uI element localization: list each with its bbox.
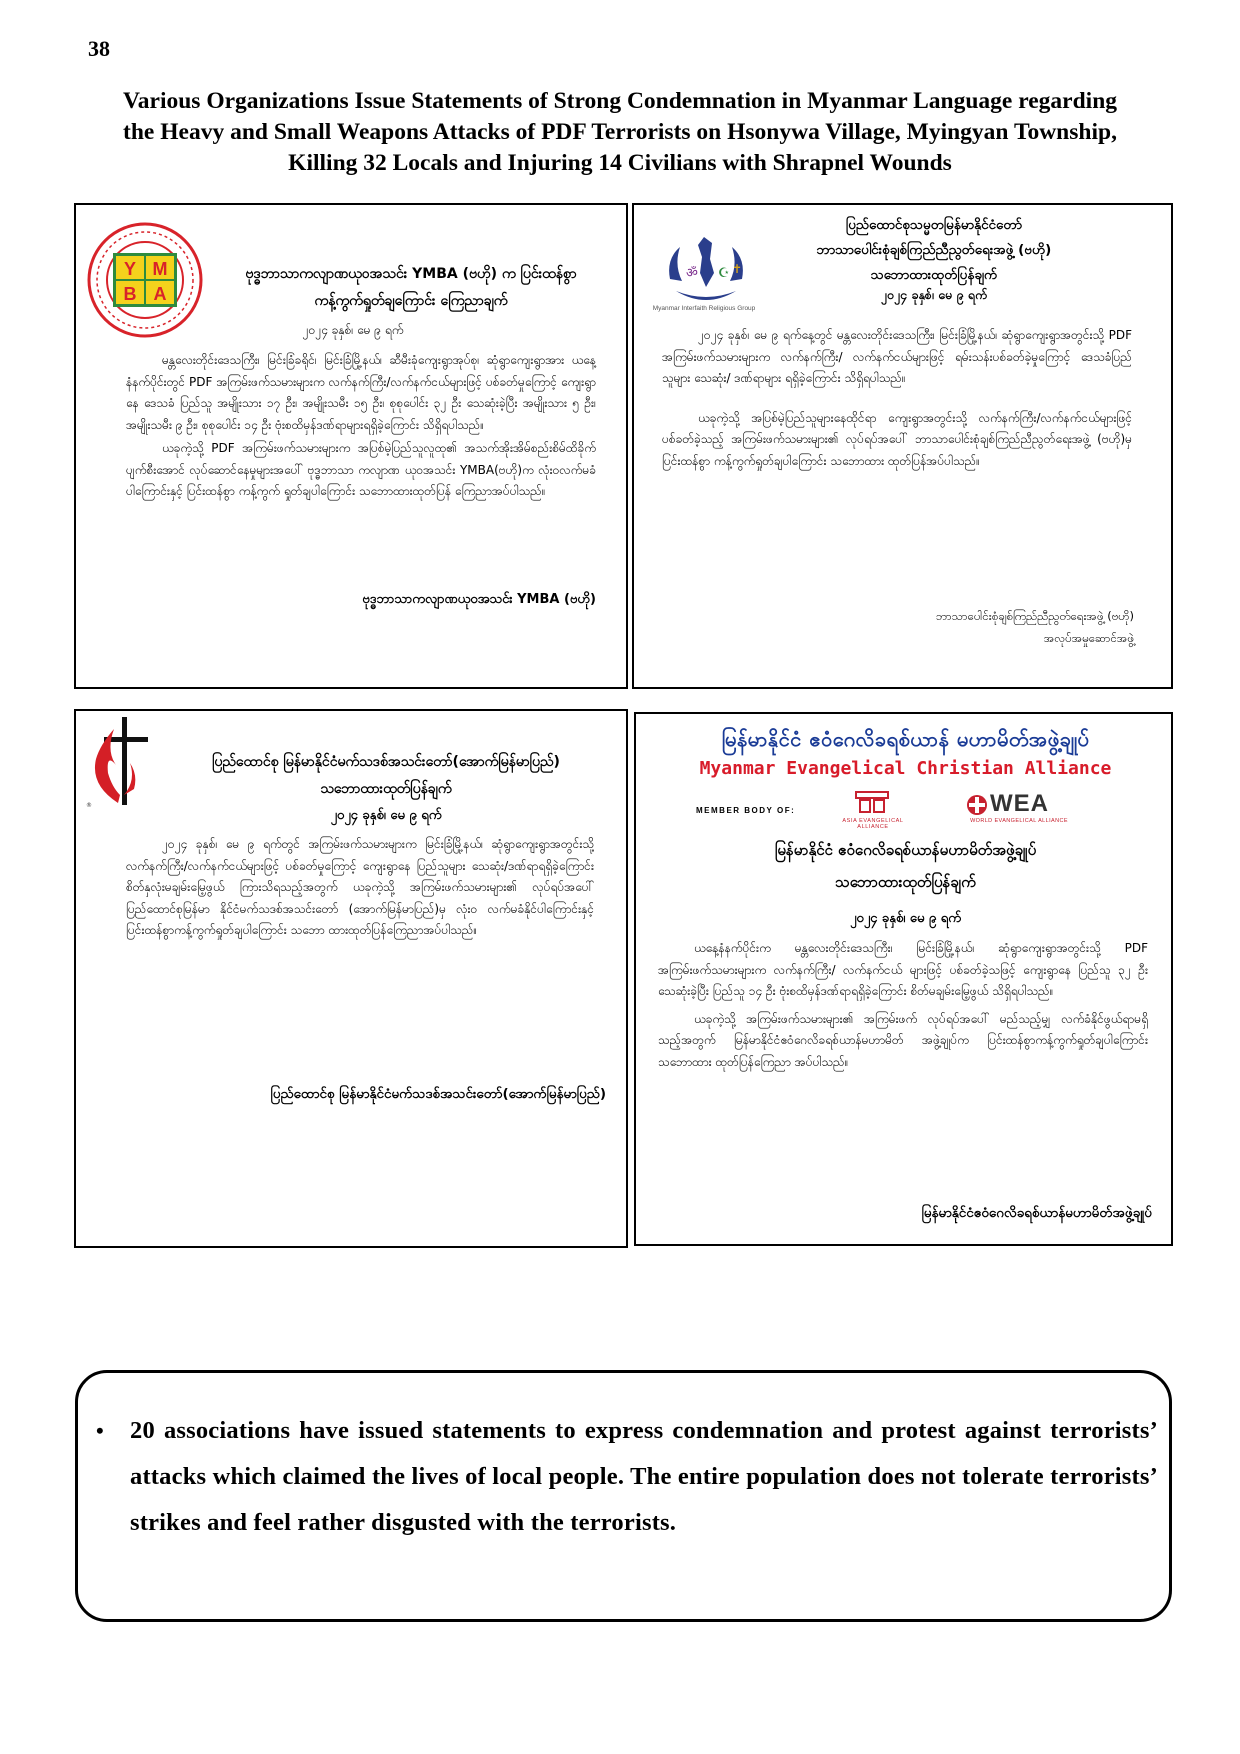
statement-body <box>126 350 596 505</box>
wea-logo-text: WEA <box>990 790 1049 817</box>
statement-body <box>126 834 594 944</box>
signature-line: အလုပ်အမှုဆောင်အဖွဲ့ <box>1043 631 1134 645</box>
statement-title <box>636 834 1173 898</box>
title-line: ကန့်ကွက်ရှုတ်ချကြောင်း ကြေညာချက် <box>314 293 508 309</box>
interfaith-logo-caption: Myanmar Interfaith Religious Group <box>652 305 756 312</box>
statement-title <box>156 749 616 803</box>
page-number: 38 <box>88 36 110 61</box>
headline-line-2: the Heavy and Small Weapons Attacks of PDF Terrorists on Hsonywa Village, Myingyan Township, <box>123 119 1117 145</box>
statement-signature <box>814 605 1134 649</box>
member-body-label: MEMBER BODY OF: <box>696 806 796 815</box>
svg-text:☪: ☪ <box>718 266 730 281</box>
ymba-letter: Y <box>123 259 137 279</box>
alliance-header-myanmar: မြန်မာနိုင်ငံ ဧဝံဂေလိခရစ်ယာန် မဟာမိတ်အဖွဲ့ချုပ် <box>721 727 1090 751</box>
interfaith-statement-panel <box>632 203 1173 689</box>
title-line: မြန်မာနိုင်ငံ ဧဝံဂေလိခရစ်ယာန်မဟာမိတ်အဖွဲ့ချုပ် <box>774 841 1037 859</box>
title-line: ဗုဒ္ဓဘာသာကလျာဏယုဝအသင်း YMBA (ဗဟို) က ပြင်းထန်စွာ <box>245 266 577 282</box>
mec-alliance-statement-panel <box>634 712 1173 1246</box>
headline-line-1: Various Organizations Issue Statements of Strong Condemnation in Myanmar Language regarding <box>122 88 1118 114</box>
title-line: ဘာသာပေါင်းစုံချစ်ကြည်ညီညွတ်ရေးအဖွဲ့ (ဗဟို) <box>816 242 1052 258</box>
statement-date: ၂၀၂၄ ခုနှစ်၊ မေ ၉ ရက် <box>302 323 404 337</box>
wea-caption: WORLD EVANGELICAL ALLIANCE <box>970 818 1068 824</box>
ymba-letter: A <box>153 284 167 304</box>
statement-paragraph: ၂၀၂၄ ခုနှစ်၊ မေ ၉ ရက်တွင် အကြမ်းဖက်သမားများက မြင်းခြံမြို့နယ်၊ ဆုံရွာကျေးရွာအတွင်းသို့ လက်နက်ကြီး/လက်နက်ငယ်များဖြင့် ပစ်ခတ်မှုကြောင့် ကျေးရွာနေ ပြည်သူများ သေဆုံး/ဒဏ်ရာရရှိခဲ့ကြောင်း စိတ်နှလုံးမချမ်းမြေ့ဖွယ် ကြားသိရသည့်အတွက် ယခုကဲ့သို့ အကြမ်းဖက်သမားများ၏ လုပ်ရပ်အပေါ် ပြည်ထောင်စုမြန်မာ နိုင်ငံမက်သဒစ်အသင်းတော် (အောက်မြန်မာပြည်)မှ လုံးဝ လက်မခံနိုင်ပါကြောင်းနှင့် ပြင်းထန်စွာကန့်ကွက်ရှုတ်ချပါကြောင်း သဘော ထားထုတ်ပြန်ကြေညာအပ်ပါသည်။ <box>126 837 594 937</box>
ymba-statement-panel <box>74 203 628 689</box>
page-headline <box>70 86 1170 179</box>
statement-body <box>658 938 1148 1075</box>
statement-title <box>754 213 1114 288</box>
statement-paragraph: ယခုကဲ့သို့ အပြစ်မဲ့ပြည်သူများနေထိုင်ရာ ကျေးရွာအတွင်းသို့ လက်နက်ကြီး/လက်နက်ငယ်များဖြင့် ပစ်ခတ်ခဲ့သည့် အကြမ်းဖက်သမားများ၏ လုပ်ရပ်အပေါ် ဘာသာပေါင်းစုံချစ်ကြည်ညီညွတ်ရေးအဖွဲ့ (ဗဟို)မှ ပြင်းထန်စွာ ကန့်ကွက်ရှုတ်ချပါကြောင်း သဘောထား ထုတ်ပြန်အပ်ပါသည်။ <box>662 410 1132 468</box>
title-line: သဘောထားထုတ်ပြန်ချက် <box>320 781 452 797</box>
bullet-icon: • <box>96 1418 104 1443</box>
title-line: သဘောထားထုတ်ပြန်ချက် <box>870 267 998 283</box>
title-line: ပြည်ထောင်စုသမ္မတမြန်မာနိုင်ငံတော် <box>845 217 1023 233</box>
methodist-statement-panel <box>74 709 628 1248</box>
statement-date: ၂၀၂၄ ခုနှစ်၊ မေ ၉ ရက် <box>330 808 442 823</box>
svg-text:®: ® <box>86 802 92 809</box>
statement-signature: ပြည်ထောင်စု မြန်မာနိုင်ငံမက်သဒစ်အသင်းတော်(အောက်မြန်မာပြည်) <box>270 1086 606 1102</box>
svg-text:✝: ✝ <box>732 262 743 276</box>
signature-line: ဘာသာပေါင်းစုံချစ်ကြည်ညီညွတ်ရေးအဖွဲ့ (ဗဟို) <box>935 609 1134 623</box>
asia-alliance-logo-icon <box>852 790 892 816</box>
summary-list <box>96 1408 1158 1546</box>
statement-date: ၂၀၂၄ ခုနှစ်၊ မေ ၉ ရက် <box>880 287 988 302</box>
cross-and-flame-icon <box>84 715 154 810</box>
statement-paragraph: ၂၀၂၄ ခုနှစ်၊ မေ ၉ ရက်နေ့တွင် မန္တလေးတိုင်းဒေသကြီး၊ မြင်းခြံမြို့နယ်၊ ဆုံရွာကျေးရွာအတွင်းသို့ PDF အကြမ်းဖက်သမားများက လက်နက်ကြီး/ လက်နက်ငယ်များဖြင့် ရမ်းသန်းပစ်ခတ်ခဲ့မှုကြောင့် ဒေသခံပြည်သူများ သေဆုံး/ ဒဏ်ရာများ ရရှိခဲ့ကြောင်း သိရှိရပါသည်။ <box>662 328 1132 385</box>
svg-text:ॐ: ॐ <box>686 266 698 281</box>
statement-paragraph: ယခုကဲ့သို့ အကြမ်းဖက်သမားများ၏ အကြမ်းဖက် လုပ်ရပ်အပေါ် မည်သည့်မျှ လက်ခံနိုင်ဖွယ်ရာမရှိသည့်အတွက် မြန်မာနိုင်ငံဧဝံဂေလိခရစ်ယာန်မဟာမိတ် အဖွဲ့ချုပ်က ပြင်းထန်စွာကန့်ကွက်ရှုတ်ချပါကြောင်း သဘောထား ထုတ်ပြန်ကြေညာ အပ်ပါသည်။ <box>658 1011 1148 1069</box>
statement-paragraph: မန္တလေးတိုင်းဒေသကြီး၊ မြင်းခြံခရိုင်၊ မြင်းခြံမြို့နယ်၊ ဆီမီးခုံကျေးရွာအုပ်စု၊ ဆုံရွာကျေးရွာအား ယနေ့နံနက်ပိုင်းတွင် PDF အကြမ်းဖက်သမားများက လက်နက်ကြီး/လက်နက်ငယ်များဖြင့် ပစ်ခတ်မှုကြောင့် ကျေးရွာနေ ဒေသခံ ပြည်သူ အမျိုးသား ၁၇ ဦး၊ အမျိုးသမီး ၁၅ ဦး၊ စုစုပေါင်း ၃၂ ဦး သေဆုံးခဲ့ပြီး အမျိုးသား ၅ ဦး၊ အမျိုးသမီး ၉ ဦး၊ စုစုပေါင်း ၁၄ ဦး ဗုံးစထိမှန်ဒဏ်ရာများရရှိခဲ့ကြောင်း သိရှိရပါသည်။ <box>126 353 596 432</box>
summary-bullet-item <box>96 1408 1158 1546</box>
statement-body <box>662 325 1132 474</box>
statement-title <box>201 261 621 315</box>
statement-paragraph: ယနေ့နံနက်ပိုင်းက မန္တလေးတိုင်းဒေသကြီး၊ မြင်းခြံမြို့နယ်၊ ဆုံရွာကျေးရွာအတွင်းသို့ PDF အကြမ်းဖက်သမားများက လက်နက်ကြီး/ လက်နက်ငယ် များဖြင့် ပစ်ခတ်ခဲ့သဖြင့် ကျေးရွာနေ ပြည်သူ ၃၂ ဦးသေဆုံးခဲ့ပြီး ပြည်သူ ၁၄ ဦး ဗုံးစထိမှန်ဒဏ်ရာရရှိခဲ့ကြောင်း စိတ်မချမ်းမြေ့ဖွယ် သိရှိရပါသည်။ <box>658 941 1148 998</box>
summary-text: 20 associations have issued statements to express condemnation and protest against terrorists’ attacks which claimed the lives of local people. The entire population does not tolerate terrorists’ strikes and feel rather disgusted with the terrorists. <box>130 1417 1158 1536</box>
title-line: သဘောထားထုတ်ပြန်ချက် <box>835 873 976 891</box>
statement-signature: ဗုဒ္ဓဘာသာကလျာဏယုဝအသင်း YMBA (ဗဟို) <box>362 592 596 607</box>
headline-line-3: Killing 32 Locals and Injuring 14 Civilians with Shrapnel Wounds <box>288 150 952 176</box>
title-line: ပြည်ထောင်စု မြန်မာနိုင်ငံမက်သဒစ်အသင်းတော်(အောက်မြန်မာပြည်) <box>212 754 560 770</box>
alliance-header-english: Myanmar Evangelical Christian Alliance <box>699 758 1112 779</box>
ymba-letter: B <box>123 284 137 304</box>
statement-signature: မြန်မာနိုင်ငံဧဝံဂေလိခရစ်ယာန်မဟာမိတ်အဖွဲ့ချုပ် <box>921 1205 1152 1221</box>
ymba-letter: M <box>152 259 168 279</box>
asia-alliance-caption: ASIA EVANGELICAL ALLIANCE <box>842 818 904 830</box>
statement-paragraph: ယခုကဲ့သို့ PDF အကြမ်းဖက်သမားများက အပြစ်မဲ့ပြည်သူလူထု၏ အသက်အိုးအိမ်စည်းစိမ်ထိခိုက်ပျက်စီးအောင် လုပ်ဆောင်နေမှုများအပေါ် ဗုဒ္ဓဘာသာ ကလျာဏ ယုဝအသင်း YMBA(ဗဟို)က လုံးဝလက်မခံပါကြောင်းနှင့် ပြင်းထန်စွာ ကန့်ကွက် ရှုတ်ချပါကြောင်း သဘောထားထုတ်ပြန် ကြေညာအပ်ပါသည်။ <box>126 441 596 498</box>
wea-globe-icon <box>966 794 988 816</box>
statement-date: ၂၀၂၄ ခုနှစ်၊ မေ ၉ ရက် <box>850 911 961 926</box>
